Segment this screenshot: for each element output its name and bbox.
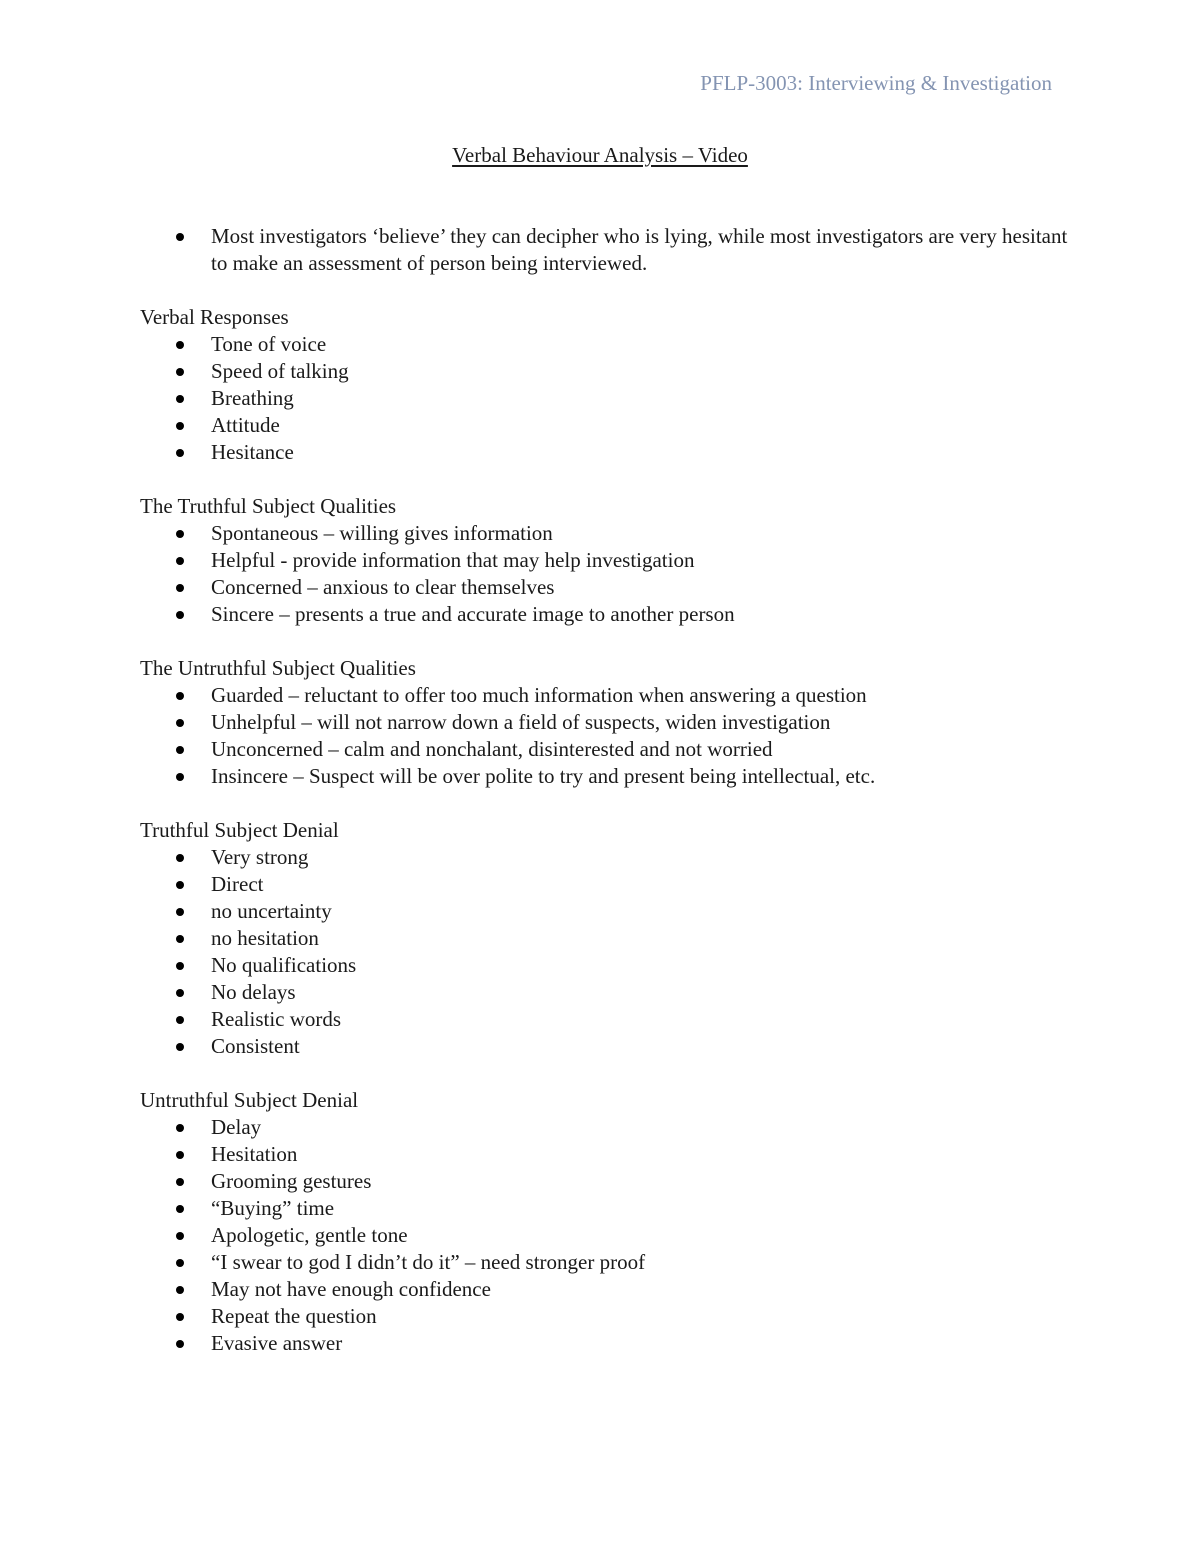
document-body xyxy=(140,223,1070,1384)
bullet-icon xyxy=(176,1151,184,1159)
bullet-icon xyxy=(176,935,184,943)
bullet-icon xyxy=(176,1016,184,1024)
bullet-icon xyxy=(176,1259,184,1267)
list-item xyxy=(140,763,1070,790)
intro-item-text: Most investigators ‘believe’ they can decipher who is lying, while most investigators are very hesitant to make an assessment of person being interviewed. xyxy=(211,224,1068,275)
bullet-icon xyxy=(176,368,184,376)
list-item xyxy=(140,547,1070,574)
section-heading: The Untruthful Subject Qualities xyxy=(140,656,416,680)
bullet-list xyxy=(140,331,1070,466)
list-item xyxy=(140,709,1070,736)
bullet-icon xyxy=(176,854,184,862)
bullet-icon xyxy=(176,719,184,727)
list-item-text: Breathing xyxy=(211,386,294,410)
list-item xyxy=(140,412,1070,439)
list-item xyxy=(140,1195,1070,1222)
bullet-icon xyxy=(176,908,184,916)
list-item xyxy=(140,439,1070,466)
bullet-icon xyxy=(176,1313,184,1321)
section-block xyxy=(140,304,1070,466)
list-item-text: No qualifications xyxy=(211,953,357,977)
list-item-text: no uncertainty xyxy=(211,899,332,923)
list-item-text: Attitude xyxy=(211,413,280,437)
bullet-icon xyxy=(176,422,184,430)
list-item xyxy=(140,898,1070,925)
section-heading: Untruthful Subject Denial xyxy=(140,1088,359,1112)
bullet-icon xyxy=(176,557,184,565)
bullet-icon xyxy=(176,1205,184,1213)
section-block xyxy=(140,817,1070,1060)
list-item-text: Insincere – Suspect will be over polite to try and present being intellectual, etc. xyxy=(211,764,876,788)
list-item xyxy=(140,1006,1070,1033)
list-item-text: Direct xyxy=(211,872,264,896)
section-block xyxy=(140,1087,1070,1357)
intro-item xyxy=(140,223,1070,277)
list-item xyxy=(140,979,1070,1006)
list-item xyxy=(140,952,1070,979)
list-item-text: Consistent xyxy=(211,1034,300,1058)
list-item-text: “Buying” time xyxy=(211,1196,335,1220)
list-item-text: Helpful - provide information that may help investigation xyxy=(211,548,695,572)
bullet-list xyxy=(140,844,1070,1060)
bullet-icon xyxy=(176,692,184,700)
list-item xyxy=(140,736,1070,763)
list-item-text: Unhelpful – will not narrow down a field of suspects, widen investigation xyxy=(211,710,831,734)
bullet-icon xyxy=(176,233,184,241)
intro-list xyxy=(140,223,1070,277)
bullet-icon xyxy=(176,881,184,889)
bullet-list xyxy=(140,682,1070,790)
list-item-text: “I swear to god I didn’t do it” – need stronger proof xyxy=(211,1250,646,1274)
sections-container xyxy=(140,304,1070,1357)
list-item-text: Tone of voice xyxy=(211,332,327,356)
list-item xyxy=(140,1276,1070,1303)
section-heading: Verbal Responses xyxy=(140,305,289,329)
bullet-icon xyxy=(176,1043,184,1051)
bullet-icon xyxy=(176,746,184,754)
list-item-text: Guarded – reluctant to offer too much information when answering a question xyxy=(211,683,867,707)
list-item-text: Concerned – anxious to clear themselves xyxy=(211,575,555,599)
bullet-icon xyxy=(176,1340,184,1348)
section-heading: The Truthful Subject Qualities xyxy=(140,494,397,518)
list-item-text: Spontaneous – willing gives information xyxy=(211,521,553,545)
list-item-text: Very strong xyxy=(211,845,309,869)
list-item xyxy=(140,1141,1070,1168)
section-block xyxy=(140,655,1070,790)
list-item-text: Delay xyxy=(211,1115,262,1139)
bullet-icon xyxy=(176,449,184,457)
list-item-text: Evasive answer xyxy=(211,1331,343,1355)
list-item xyxy=(140,871,1070,898)
bullet-icon xyxy=(176,1178,184,1186)
list-item xyxy=(140,1303,1070,1330)
bullet-icon xyxy=(176,1124,184,1132)
list-item xyxy=(140,1168,1070,1195)
document-title: Verbal Behaviour Analysis – Video xyxy=(452,143,748,167)
list-item-text: Sincere – presents a true and accurate image to another person xyxy=(211,602,735,626)
list-item xyxy=(140,844,1070,871)
list-item xyxy=(140,358,1070,385)
list-item-text: May not have enough confidence xyxy=(211,1277,491,1301)
list-item-text: Apologetic, gentle tone xyxy=(211,1223,408,1247)
list-item xyxy=(140,1249,1070,1276)
list-item xyxy=(140,601,1070,628)
list-item xyxy=(140,385,1070,412)
list-item xyxy=(140,1033,1070,1060)
bullet-icon xyxy=(176,1232,184,1240)
list-item-text: Hesitance xyxy=(211,440,294,464)
bullet-list xyxy=(140,520,1070,628)
bullet-icon xyxy=(176,773,184,781)
list-item xyxy=(140,1330,1070,1357)
list-item xyxy=(140,925,1070,952)
section-heading: Truthful Subject Denial xyxy=(140,818,339,842)
bullet-icon xyxy=(176,989,184,997)
list-item-text: Speed of talking xyxy=(211,359,349,383)
list-item-text: Hesitation xyxy=(211,1142,298,1166)
bullet-icon xyxy=(176,530,184,538)
list-item-text: No delays xyxy=(211,980,296,1004)
bullet-icon xyxy=(176,395,184,403)
bullet-icon xyxy=(176,611,184,619)
bullet-icon xyxy=(176,341,184,349)
bullet-icon xyxy=(176,962,184,970)
bullet-icon xyxy=(176,584,184,592)
list-item-text: Repeat the question xyxy=(211,1304,377,1328)
list-item xyxy=(140,574,1070,601)
list-item-text: no hesitation xyxy=(211,926,319,950)
list-item xyxy=(140,1222,1070,1249)
page-header: PFLP-3003: Interviewing & Investigation xyxy=(700,71,1052,95)
list-item-text: Realistic words xyxy=(211,1007,342,1031)
list-item xyxy=(140,1114,1070,1141)
list-item-text: Grooming gestures xyxy=(211,1169,372,1193)
list-item xyxy=(140,331,1070,358)
bullet-icon xyxy=(176,1286,184,1294)
list-item xyxy=(140,520,1070,547)
section-block xyxy=(140,493,1070,628)
list-item-text: Unconcerned – calm and nonchalant, disinterested and not worried xyxy=(211,737,773,761)
list-item xyxy=(140,682,1070,709)
bullet-list xyxy=(140,1114,1070,1357)
